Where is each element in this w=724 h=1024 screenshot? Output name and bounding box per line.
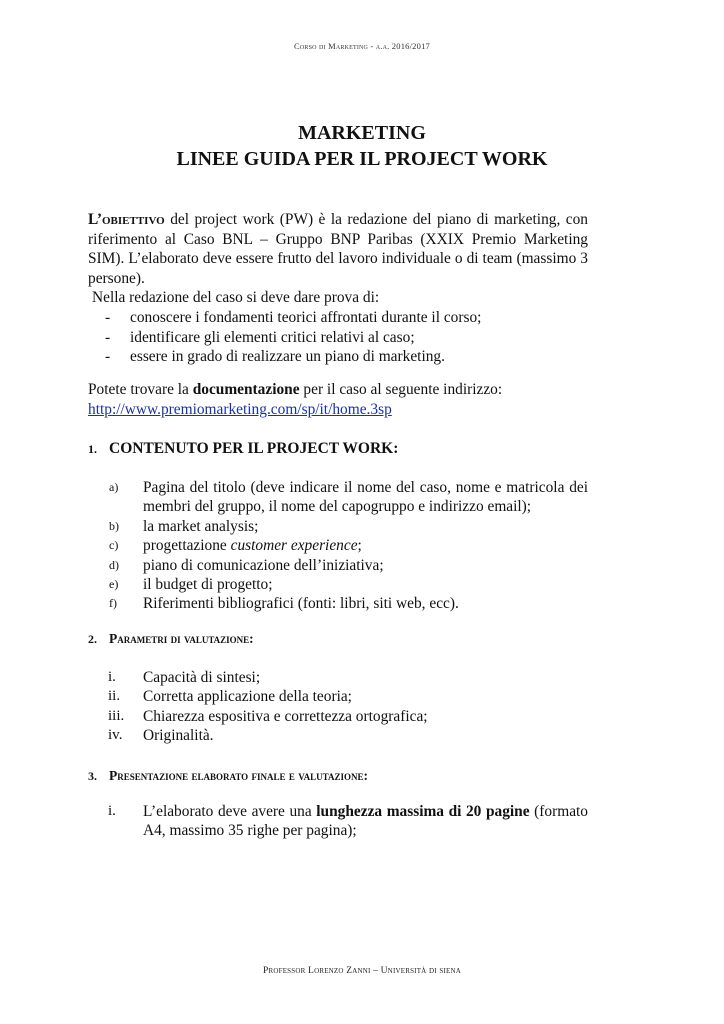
documentation-paragraph [88, 380, 588, 419]
dash-marker: - [105, 308, 111, 326]
item-text-italic: customer experience [230, 537, 358, 555]
content-list [88, 478, 588, 614]
item-text: progettazione [143, 537, 231, 555]
objective-lead: L’obiettivo [88, 211, 165, 228]
item-text-bold: lunghezza massima di 20 pagine [316, 803, 530, 820]
item-marker: i. [108, 669, 116, 685]
dash-marker: - [105, 328, 111, 346]
item-text: ; [357, 537, 362, 555]
list-item [88, 802, 588, 841]
presentation-list [88, 802, 588, 841]
title-line-1: MARKETING [298, 122, 426, 144]
bullet-text: essere in grado di realizzare un piano di marketing. [130, 348, 445, 366]
list-item [88, 517, 588, 536]
item-text: Chiarezza espositiva e correttezza ortografica; [143, 707, 428, 725]
list-item [88, 575, 588, 594]
section-heading-2 [88, 631, 608, 647]
section-title: Parametri di valutazione: [109, 631, 254, 646]
item-text: il budget di progetto; [143, 576, 273, 594]
section-heading-1 [88, 440, 608, 458]
item-text: Riferimenti bibliografici (fonti: libri, siti web, ecc). [143, 595, 459, 613]
item-marker: b) [109, 518, 119, 533]
objective-bullet-list [88, 308, 588, 367]
item-marker: d) [109, 557, 119, 572]
documentation-after: per il caso al seguente indirizzo: [299, 381, 503, 398]
item-marker: f) [109, 596, 117, 611]
item-text: Pagina del titolo (deve indicare il nome del caso, nome e matricola dei membri del gruppo, il nome del capogruppo e indirizzo email); [143, 479, 588, 516]
evaluation-list [88, 668, 588, 746]
objective-text: del project work (PW) è la redazione del piano di marketing, con riferimento al Caso BNL – Gruppo BNP Paribas (XXIX Premio Marketing SIM). L’elaborato deve essere frutto del lavoro individuale o di team (massimo 3 persone). [88, 211, 588, 287]
bullet-text: identificare gli elementi critici relativi al caso; [130, 328, 415, 346]
list-item [88, 707, 588, 726]
list-item [88, 328, 588, 348]
section-number: 3. [88, 769, 97, 783]
section-title: Presentazione elaborato finale e valutazione: [109, 768, 368, 783]
running-header: Corso di Marketing - a.a. 2016/2017 [294, 41, 430, 51]
proof-line: Nella redazione del caso si deve dare prova di: [92, 289, 380, 307]
item-text: L’elaborato deve avere una [143, 803, 317, 820]
item-text: Capacità di sintesi; [143, 669, 261, 686]
list-item [88, 478, 588, 517]
item-marker: iv. [108, 727, 123, 744]
title-line-2: LINEE GUIDA PER IL PROJECT WORK [176, 148, 548, 170]
documentation-link[interactable]: http://www.premiomarketing.com/sp/it/home.3sp [88, 400, 392, 418]
list-item [88, 556, 588, 575]
list-item [88, 536, 588, 555]
bullet-text: conoscere i fondamenti teorici affrontati durante il corso; [130, 308, 482, 326]
item-marker: ii. [108, 688, 121, 705]
section-heading-3 [88, 768, 608, 784]
section-title: CONTENUTO PER IL PROJECT WORK: [109, 440, 399, 457]
item-marker: iii. [108, 707, 125, 724]
running-footer: Professor Lorenzo Zanni – Università di siena [263, 966, 461, 976]
item-marker: c) [109, 538, 119, 553]
dash-marker: - [105, 348, 111, 366]
document-title [0, 120, 724, 172]
list-item [88, 726, 588, 745]
item-text: la market analysis; [143, 517, 259, 535]
list-item [88, 347, 588, 367]
item-text: Originalità. [143, 727, 214, 745]
section-number: 2. [88, 632, 97, 646]
documentation-link-line [88, 400, 588, 420]
section-number: 1. [88, 442, 97, 456]
item-marker: e) [109, 577, 119, 592]
item-text: Corretta applicazione della teoria; [143, 688, 352, 706]
objective-paragraph [88, 210, 588, 288]
list-item [88, 668, 588, 687]
list-item [88, 687, 588, 706]
documentation-text [88, 380, 588, 400]
item-text: (formato A4, massimo 35 righe per pagina); [143, 803, 589, 840]
intro-section [88, 210, 588, 367]
item-marker: a) [109, 480, 119, 494]
list-item [88, 308, 588, 328]
item-text: piano di comunicazione dell’iniziativa; [143, 556, 384, 574]
list-item [88, 594, 588, 613]
documentation-before: Potete trovare la [88, 381, 193, 398]
documentation-bold: documentazione [192, 381, 300, 398]
item-marker: i. [108, 803, 116, 819]
